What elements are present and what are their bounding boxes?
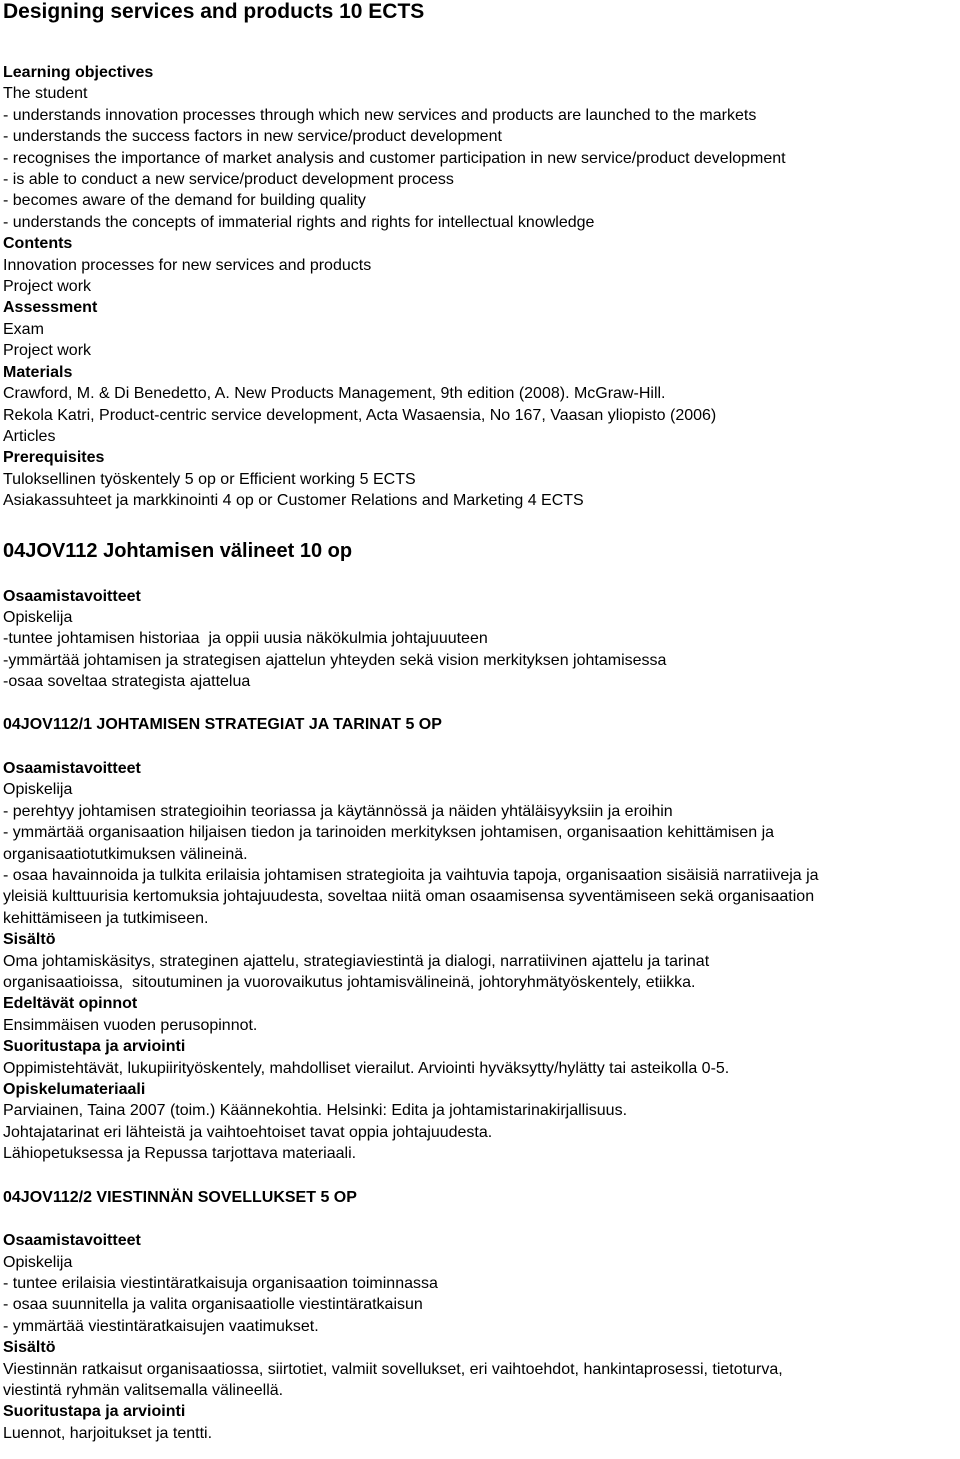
text-line: - understands the concepts of immaterial rights and rights for intellectual knowledge — [3, 213, 595, 231]
text-line: - osaa havainnoida ja tulkita erilaisia johtamisen strategioita ja vaihtuvia tapoja, organisaation sisäisiä narratiiveja ja — [3, 867, 819, 884]
text-line: Rekola Katri, Product-centric service development, Acta Wasaensia, No 167, Vaasan yliopisto (2006) — [3, 406, 717, 424]
text-line: kehittämiseen ja tutkimiseen. — [3, 909, 209, 927]
submodule-1-description — [3, 758, 960, 1165]
section-heading: Materials — [3, 363, 73, 381]
text-line: Innovation processes for new services and products — [3, 256, 372, 274]
text-line: organisaatiotutkimuksen välineinä. — [3, 845, 248, 863]
section-heading: Sisältö — [3, 931, 56, 949]
text-line: - ymmärtää organisaation hiljaisen tiedon ja tarinoiden merkityksen johtamisen, organisaation kehittämisen ja — [3, 824, 775, 842]
text-line: -tuntee johtamisen historiaa ja oppii uusia näkökulmia johtajuuuteen — [3, 630, 488, 648]
text-line: Johtajatarinat eri lähteistä ja vaihtoehtoiset tavat oppia johtajuudesta. — [3, 1123, 493, 1141]
text-line: - understands innovation processes through which new services and products are launched to the markets — [3, 106, 757, 124]
section-heading: Sisältö — [3, 1339, 56, 1357]
text-line: Luennot, harjoitukset ja tentti. — [3, 1424, 213, 1442]
text-line: The student — [3, 85, 88, 103]
module-title: 04JOV112 Johtamisen välineet 10 op — [3, 539, 353, 562]
text-line: Viestinnän ratkaisut organisaatiossa, siirtotiet, valmiit sovellukset, eri vaihtoehdot, hankintaprosessi, tietoturva, — [3, 1360, 783, 1378]
text-line: viestintä ryhmän valitsemalla välineellä. — [3, 1381, 284, 1399]
text-line: organisaatioissa, sitoutuminen ja vuorovaikutus johtamisvälineinä, johtoryhmätyöskentely, etiikka. — [3, 974, 696, 992]
text-line: Exam — [3, 320, 44, 338]
text-line: - tuntee erilaisia viestintäratkaisuja organisaation toiminnassa — [3, 1274, 438, 1292]
text-line: -ymmärtää johtamisen ja strategisen ajattelun yhteyden sekä vision merkityksen johtamisessa — [3, 651, 667, 669]
text-line: Opiskelija — [3, 781, 73, 799]
course-description — [3, 62, 960, 512]
text-line: Oma johtamiskäsitys, strateginen ajattelu, strategiaviestintä ja dialogi, narratiivinen ajattelu ja tarinat — [3, 952, 710, 970]
text-line: - is able to conduct a new service/product development process — [3, 171, 454, 189]
text-line: - becomes aware of the demand for building quality — [3, 192, 366, 210]
course-title: Designing services and products 10 ECTS — [3, 0, 425, 23]
section-heading: Suoritustapa ja arviointi — [3, 1403, 186, 1421]
text-line: Opiskelija — [3, 1253, 73, 1271]
submodule-2-title: 04JOV112/2 VIESTINNÄN SOVELLUKSET 5 OP — [3, 1188, 357, 1206]
text-line: - understands the success factors in new service/product development — [3, 128, 502, 146]
text-line: Project work — [3, 342, 92, 360]
section-heading: Suoritustapa ja arviointi — [3, 1038, 186, 1056]
section-heading: Osaamistavoitteet — [3, 587, 141, 605]
section-heading: Contents — [3, 235, 73, 253]
text-line: - recognises the importance of market analysis and customer participation in new service/product development — [3, 149, 786, 167]
text-line: -osaa soveltaa strategista ajattelua — [3, 673, 251, 691]
section-heading: Learning objectives — [3, 64, 154, 81]
text-line: - ymmärtää viestintäratkaisujen vaatimukset. — [3, 1317, 319, 1335]
text-line: yleisiä kulttuurisia kertomuksia johtajuudesta, soveltaa niitä oman osaamisensa syventämiseen sekä organisaation — [3, 888, 815, 906]
text-line: Ensimmäisen vuoden perusopinnot. — [3, 1016, 258, 1034]
module-description — [3, 586, 960, 693]
section-heading: Opiskelumateriaali — [3, 1081, 146, 1099]
section-heading: Osaamistavoitteet — [3, 1232, 141, 1250]
submodule-1-title: 04JOV112/1 JOHTAMISEN STRATEGIAT JA TARINAT 5 OP — [3, 715, 442, 733]
section-heading: Prerequisites — [3, 449, 105, 467]
text-line: Tuloksellinen työskentely 5 op or Efficient working 5 ECTS — [3, 470, 416, 488]
text-line: - osaa suunnitella ja valita organisaatiolle viestintäratkaisun — [3, 1296, 423, 1314]
section-heading: Osaamistavoitteet — [3, 759, 141, 777]
text-line: Opiskelija — [3, 608, 73, 626]
section-heading: Assessment — [3, 299, 98, 317]
text-line: Project work — [3, 278, 92, 296]
text-line: Articles — [3, 427, 56, 445]
submodule-2-description — [3, 1230, 960, 1444]
text-line: Lähiopetuksessa ja Repussa tarjottava materiaali. — [3, 1145, 357, 1163]
section-heading: Edeltävät opinnot — [3, 995, 138, 1013]
text-line: Crawford, M. & Di Benedetto, A. New Products Management, 9th edition (2008). McGraw-Hill. — [3, 385, 666, 403]
text-line: - perehtyy johtamisen strategioihin teoriassa ja käytännössä ja näiden yhtäläisyyksiin ja eroihin — [3, 802, 673, 820]
text-line: Oppimistehtävät, lukupiirityöskentely, mahdolliset vierailut. Arviointi hyväksytty/hylätty tai asteikolla 0-5. — [3, 1059, 730, 1077]
text-line: Asiakassuhteet ja markkinointi 4 op or Customer Relations and Marketing 4 ECTS — [3, 492, 584, 510]
text-line: Parviainen, Taina 2007 (toim.) Käännekohtia. Helsinki: Edita ja johtamistarinakirjallisuus. — [3, 1102, 628, 1120]
